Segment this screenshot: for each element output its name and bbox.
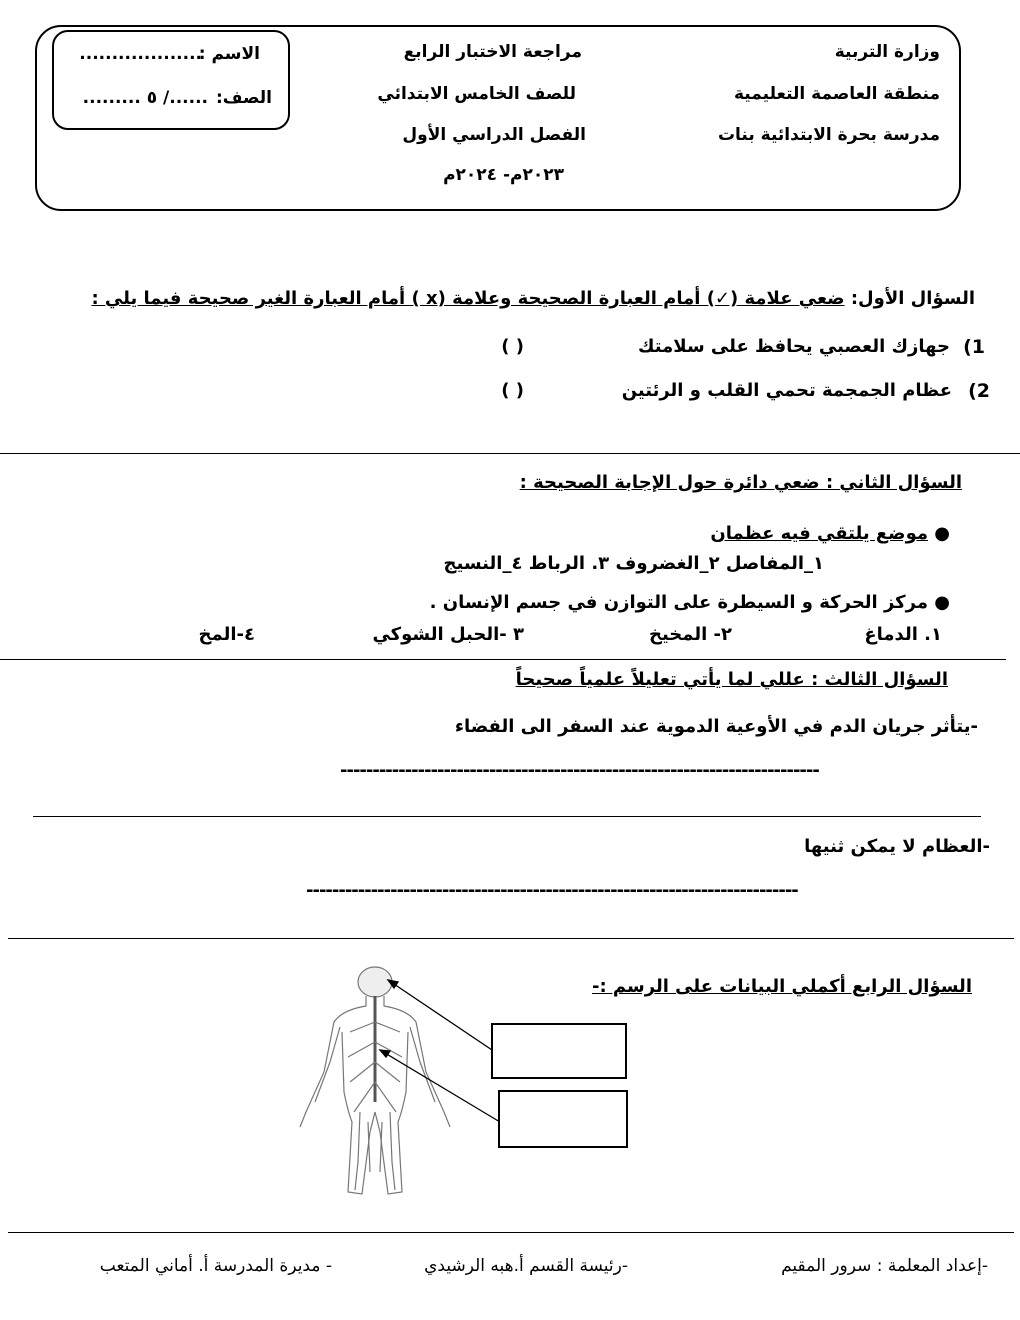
q2-item-1-options[interactable]: ١_المفاصل ٢_الغضروف ٣. الرباط ٤_النسيج — [443, 553, 824, 574]
diagram-label-box-1[interactable] — [491, 1023, 627, 1079]
q2-title: السؤال الثاني : ضعي دائرة حول الإجابة الصحيحة : — [519, 472, 962, 493]
class-label: الصف: — [215, 88, 272, 108]
divider-2 — [0, 659, 1006, 660]
class-field[interactable]: ....../ ٥ ......... — [82, 88, 208, 108]
q1-item-1-num: 1) — [963, 336, 985, 358]
footer-principal: - مديرة المدرسة أ. أماني المتعب — [99, 1256, 332, 1276]
q2-item-2-option-1[interactable]: ١. الدماغ — [864, 624, 942, 645]
label-arrows — [380, 980, 500, 1122]
nervous-system-diagram — [290, 962, 640, 1202]
q1-item-1-answer[interactable]: ( ) — [501, 336, 524, 357]
school-year: ٢٠٢٣م- ٢٠٢٤م — [443, 165, 564, 185]
name-field[interactable]: ................... — [79, 44, 202, 64]
q2-item-2 — [430, 592, 950, 613]
ministry: وزارة التربية — [834, 42, 940, 62]
arrow-head-spinal-cord — [380, 1050, 390, 1057]
divider-5 — [8, 1232, 1014, 1233]
q3-item-2-text: -العظام لا يمكن ثنيها — [804, 836, 990, 857]
q2-item-2-question: مركز الحركة و السيطرة على التوازن في جسم الإنسان . — [429, 592, 928, 613]
q2-item-1 — [710, 523, 950, 544]
bullet-icon: ● — [934, 523, 950, 544]
q3-item-1-answer-line[interactable]: -------------------------------------------------------------------------- — [340, 760, 819, 781]
grade: للصف الخامس الابتدائي — [377, 84, 576, 104]
divider-3 — [33, 816, 981, 817]
q3-item-1-text: -يتأثر جريان الدم في الأوعية الدموية عند السفر الى الفضاء — [454, 716, 978, 737]
q2-item-2-option-3[interactable]: ٣ -الحبل الشوكي — [372, 624, 524, 645]
district: منطقة العاصمة التعليمية — [733, 84, 940, 104]
term: الفصل الدراسي الأول — [402, 125, 586, 145]
q1-item-2-num: 2) — [968, 380, 990, 402]
q1-title — [91, 288, 975, 309]
q3-title: السؤال الثالث : عللي لما يأتي تعليلاً علمياً صحيحاً — [515, 669, 948, 690]
footer-teacher: -إعداد المعلمة : سرور المقيم — [781, 1256, 988, 1276]
q1-item-2-text: عظام الجمجمة تحمي القلب و الرئتين — [621, 380, 952, 401]
q1-title-label: السؤال الأول: — [850, 288, 975, 309]
footer-department-head: -رئيسة القسم أ.هبه الرشيدي — [424, 1256, 628, 1276]
human-body-figure — [300, 967, 450, 1194]
q2-item-2-option-4[interactable]: ٤-المخ — [198, 624, 255, 645]
review-title: مراجعة الاختبار الرابع — [403, 42, 582, 62]
divider-4 — [8, 938, 1014, 939]
q2-item-1-question: موضع يلتقي فيه عظمان — [710, 523, 928, 544]
school-name: مدرسة بحرة الابتدائية بنات — [717, 125, 940, 145]
q4-title: السؤال الرابع أكملي البيانات على الرسم :- — [592, 976, 972, 997]
divider-1 — [0, 453, 1020, 454]
q2-item-2-option-2[interactable]: ٢- المخيخ — [648, 624, 732, 645]
name-label: الاسم : — [198, 44, 260, 64]
q1-item-1-text: جهازك العصبي يحافظ على سلامتك — [638, 336, 950, 357]
bullet-icon: ● — [934, 592, 950, 613]
diagram-label-box-2[interactable] — [498, 1090, 628, 1148]
q1-instruction: ضعي علامة (✓) أمام العبارة الصحيحة وعلامة (x ) أمام العبارة الغير صحيحة فيما يلي : — [91, 288, 845, 309]
q3-item-2-answer-line[interactable]: ---------------------------------------------------------------------------- — [306, 880, 798, 901]
q1-item-2-answer[interactable]: ( ) — [501, 380, 524, 401]
